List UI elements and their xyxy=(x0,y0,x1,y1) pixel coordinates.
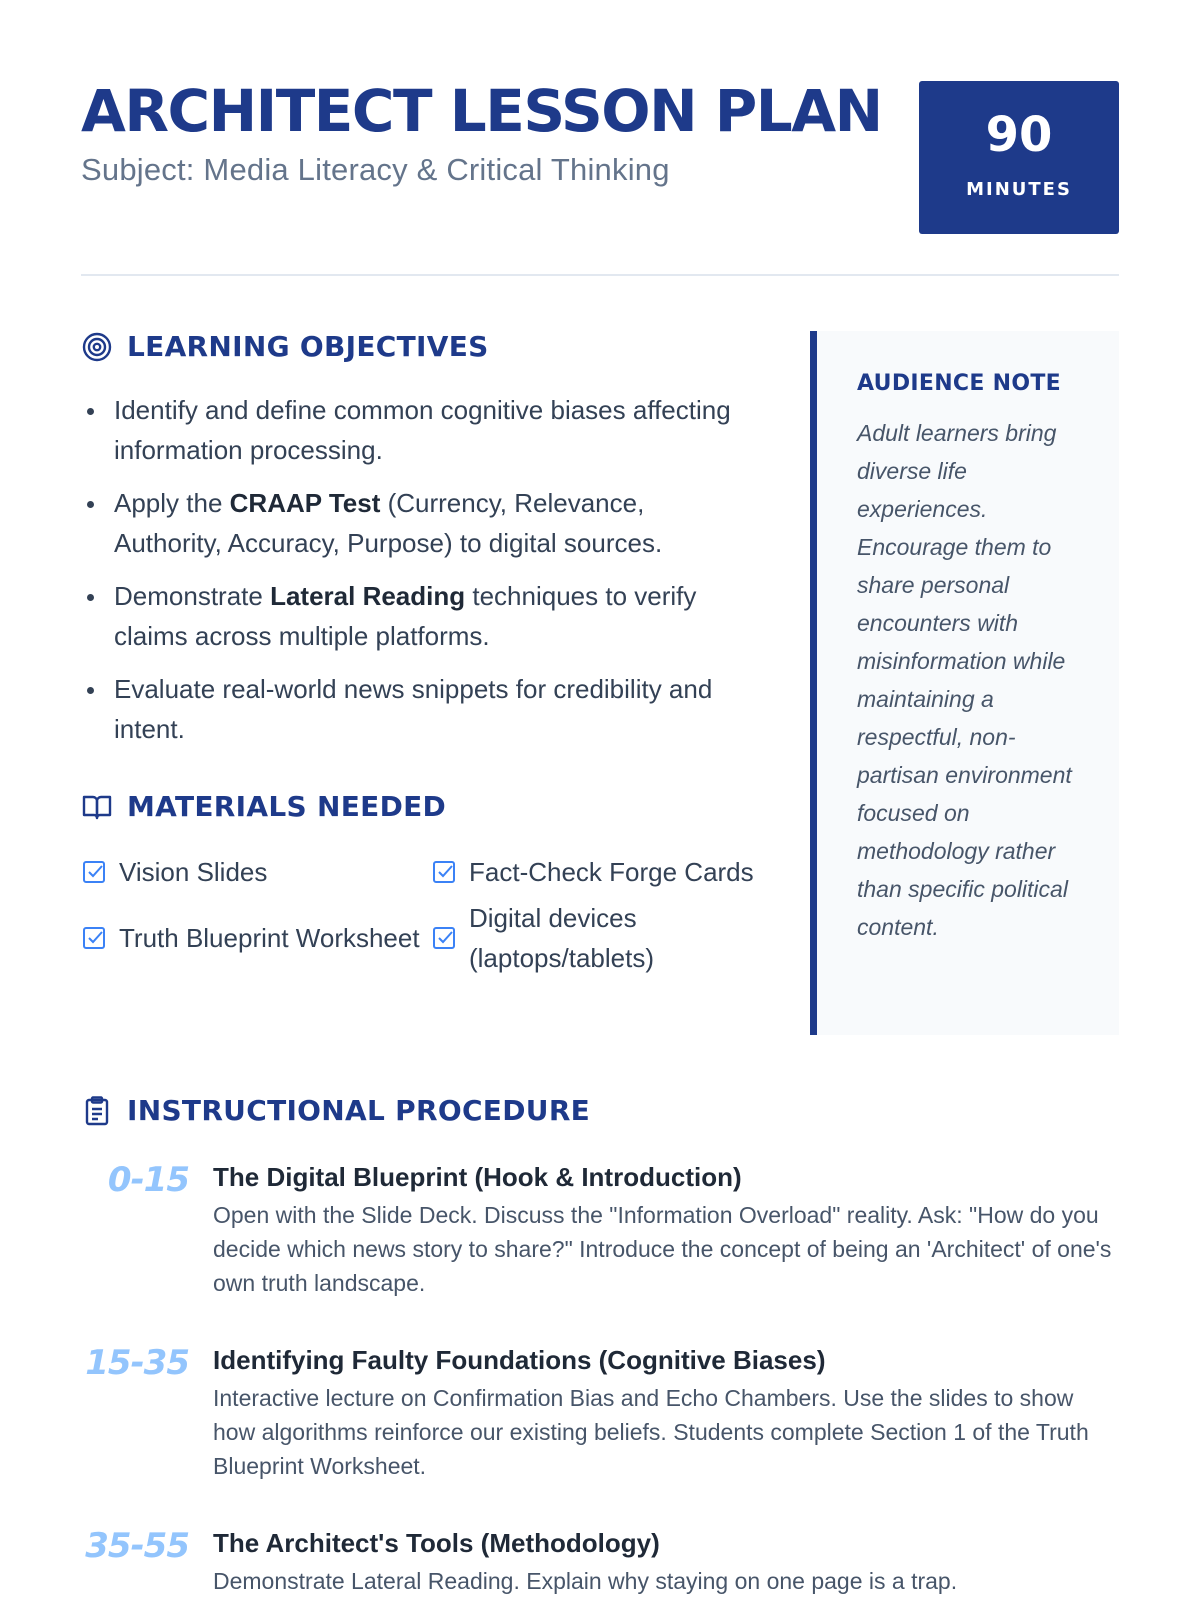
target-icon xyxy=(81,331,113,363)
list-item: Digital devices (laptops/tablets) xyxy=(431,898,761,978)
audience-note-text: Adult learners bring diverse life experiences. Encourage them to share personal encounters with misinformation while maintaining a respectful, non-partisan environment focused on methodology rather than specific political content. xyxy=(857,420,1072,940)
procedure-step xyxy=(81,1526,1121,1598)
open-book-icon xyxy=(81,791,113,823)
procedure-heading-label: INSTRUCTIONAL PROCEDURE xyxy=(127,1094,591,1127)
materials-list xyxy=(81,852,761,984)
duration-unit: MINUTES xyxy=(966,179,1072,200)
list-item: Truth Blueprint Worksheet xyxy=(81,898,431,978)
audience-note xyxy=(810,331,1119,1035)
checkbox-checked-icon xyxy=(81,859,107,885)
list-item: Fact-Check Forge Cards xyxy=(431,852,761,892)
audience-note-title: AUDIENCE NOTE xyxy=(857,371,1061,396)
step-title: The Architect's Tools (Methodology) xyxy=(213,1528,660,1558)
list-item: Identify and define common cognitive biases affecting information processing. xyxy=(81,390,751,470)
list-item: Demonstrate Lateral Reading techniques to verify claims across multiple platforms. xyxy=(81,576,751,656)
header xyxy=(81,78,1119,234)
checkbox-checked-icon xyxy=(431,925,457,951)
list-item: Apply the CRAAP Test (Currency, Relevance, Authority, Accuracy, Purpose) to digital sources. xyxy=(81,483,751,563)
checkbox-checked-icon xyxy=(431,859,457,885)
step-description: Interactive lecture on Confirmation Bias and Echo Chambers. Use the slides to show how algorithms reinforce our existing beliefs. Students complete Section 1 of the Truth Blueprint Worksheet. xyxy=(213,1385,1089,1479)
step-time: 15-35 xyxy=(85,1343,189,1383)
duration-value: 90 xyxy=(985,107,1053,163)
step-time: 35-55 xyxy=(85,1526,189,1566)
objectives-heading-label: LEARNING OBJECTIVES xyxy=(127,330,489,363)
procedure-steps xyxy=(81,1160,1121,1600)
clipboard-icon xyxy=(81,1095,113,1127)
procedure-step xyxy=(81,1160,1121,1300)
objectives-heading xyxy=(81,330,489,363)
duration-badge xyxy=(919,81,1119,234)
checkbox-checked-icon xyxy=(81,925,107,951)
materials-heading xyxy=(81,790,446,823)
materials-heading-label: MATERIALS NEEDED xyxy=(127,790,447,823)
procedure-heading xyxy=(81,1094,590,1127)
step-time: 0-15 xyxy=(107,1160,189,1200)
list-item: Evaluate real-world news snippets for credibility and intent. xyxy=(81,669,751,749)
objectives-list xyxy=(81,390,751,762)
procedure-step xyxy=(81,1343,1121,1483)
step-title: The Digital Blueprint (Hook & Introduction) xyxy=(213,1162,742,1192)
page-title: ARCHITECT LESSON PLAN xyxy=(81,77,882,145)
subject-subtitle: Subject: Media Literacy & Critical Thinking xyxy=(81,152,670,187)
step-description: Open with the Slide Deck. Discuss the "Information Overload" reality. Ask: "How do you decide which news story to share?" Introduce the concept of being an 'Architect' of one's own truth landscape. xyxy=(213,1202,1112,1296)
header-divider xyxy=(81,274,1119,276)
step-title: Identifying Faulty Foundations (Cognitive Biases) xyxy=(213,1345,826,1375)
step-description: Demonstrate Lateral Reading. Explain why staying on one page is a trap. xyxy=(213,1568,958,1594)
list-item: Vision Slides xyxy=(81,852,431,892)
